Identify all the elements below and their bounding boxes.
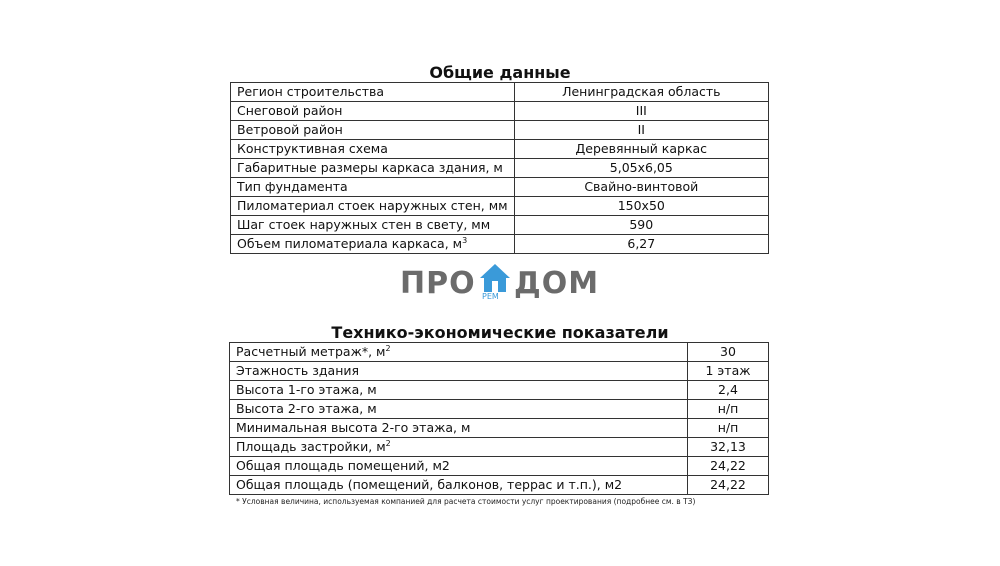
row-value: 590 bbox=[514, 216, 768, 235]
table-row bbox=[231, 140, 769, 159]
table-row bbox=[231, 159, 769, 178]
row-label: Снеговой район bbox=[231, 102, 515, 121]
pro-rem-dom-logo bbox=[400, 262, 600, 302]
row-label: Конструктивная схема bbox=[231, 140, 515, 159]
row-value: 150х50 bbox=[514, 197, 768, 216]
table-row bbox=[231, 235, 769, 254]
table-row bbox=[230, 362, 769, 381]
row-label bbox=[231, 235, 515, 254]
row-label-text: Площадь застройки, м bbox=[236, 439, 386, 454]
row-label: Минимальная высота 2-го этажа, м bbox=[230, 419, 688, 438]
row-label: Габаритные размеры каркаса здания, м bbox=[231, 159, 515, 178]
table-row bbox=[230, 400, 769, 419]
unit-superscript: 2 bbox=[385, 438, 391, 448]
row-label: Пиломатериал стоек наружных стен, мм bbox=[231, 197, 515, 216]
general-data-table bbox=[230, 82, 769, 254]
row-label: Регион строительства bbox=[231, 83, 515, 102]
house-icon bbox=[478, 262, 512, 296]
row-value: II bbox=[514, 121, 768, 140]
table-row bbox=[230, 381, 769, 400]
general-data-title: Общие данные bbox=[429, 63, 571, 82]
row-label: Общая площадь (помещений, балконов, террас и т.п.), м2 bbox=[230, 476, 688, 495]
row-label: Высота 1-го этажа, м bbox=[230, 381, 688, 400]
row-value: Свайно-винтовой bbox=[514, 178, 768, 197]
row-label: Тип фундамента bbox=[231, 178, 515, 197]
table-row bbox=[230, 419, 769, 438]
row-value: 32,13 bbox=[688, 438, 769, 457]
row-value: 2,4 bbox=[688, 381, 769, 400]
row-label: Шаг стоек наружных стен в свету, мм bbox=[231, 216, 515, 235]
row-label: Ветровой район bbox=[231, 121, 515, 140]
unit-superscript: 2 bbox=[385, 343, 391, 353]
row-label: Этажность здания bbox=[230, 362, 688, 381]
row-value: 30 bbox=[688, 343, 769, 362]
table-row bbox=[231, 102, 769, 121]
row-value: 1 этаж bbox=[688, 362, 769, 381]
logo-text-left: ПРО bbox=[400, 266, 476, 301]
table-row bbox=[230, 457, 769, 476]
unit-superscript: 3 bbox=[462, 235, 468, 245]
row-label-text: Расчетный метраж*, м bbox=[236, 344, 386, 359]
row-value: 5,05х6,05 bbox=[514, 159, 768, 178]
row-value: 24,22 bbox=[688, 476, 769, 495]
row-label bbox=[230, 438, 688, 457]
row-value: н/п bbox=[688, 419, 769, 438]
row-label-text: Объем пиломатериала каркаса, м bbox=[237, 236, 463, 251]
table-row bbox=[230, 476, 769, 495]
logo-text-small: РЕМ bbox=[482, 292, 499, 301]
row-label: Общая площадь помещений, м2 bbox=[230, 457, 688, 476]
footnote: * Условная величина, используемая компанией для расчета стоимости услуг проектирования (подробнее см. в ТЗ) bbox=[236, 497, 696, 506]
table-row bbox=[231, 178, 769, 197]
row-label: Высота 2-го этажа, м bbox=[230, 400, 688, 419]
row-value: III bbox=[514, 102, 768, 121]
row-value: 6,27 bbox=[514, 235, 768, 254]
row-value: н/п bbox=[688, 400, 769, 419]
row-label bbox=[230, 343, 688, 362]
table-row bbox=[231, 216, 769, 235]
logo-text-right: ДОМ bbox=[514, 266, 600, 301]
row-value: Ленинградская область bbox=[514, 83, 768, 102]
row-value: Деревянный каркас bbox=[514, 140, 768, 159]
table-row bbox=[231, 83, 769, 102]
table-row bbox=[231, 197, 769, 216]
table-row bbox=[230, 343, 769, 362]
tech-econ-title: Технико-экономические показатели bbox=[331, 323, 669, 342]
row-value: 24,22 bbox=[688, 457, 769, 476]
tech-econ-table bbox=[229, 342, 769, 495]
table-row bbox=[230, 438, 769, 457]
table-row bbox=[231, 121, 769, 140]
